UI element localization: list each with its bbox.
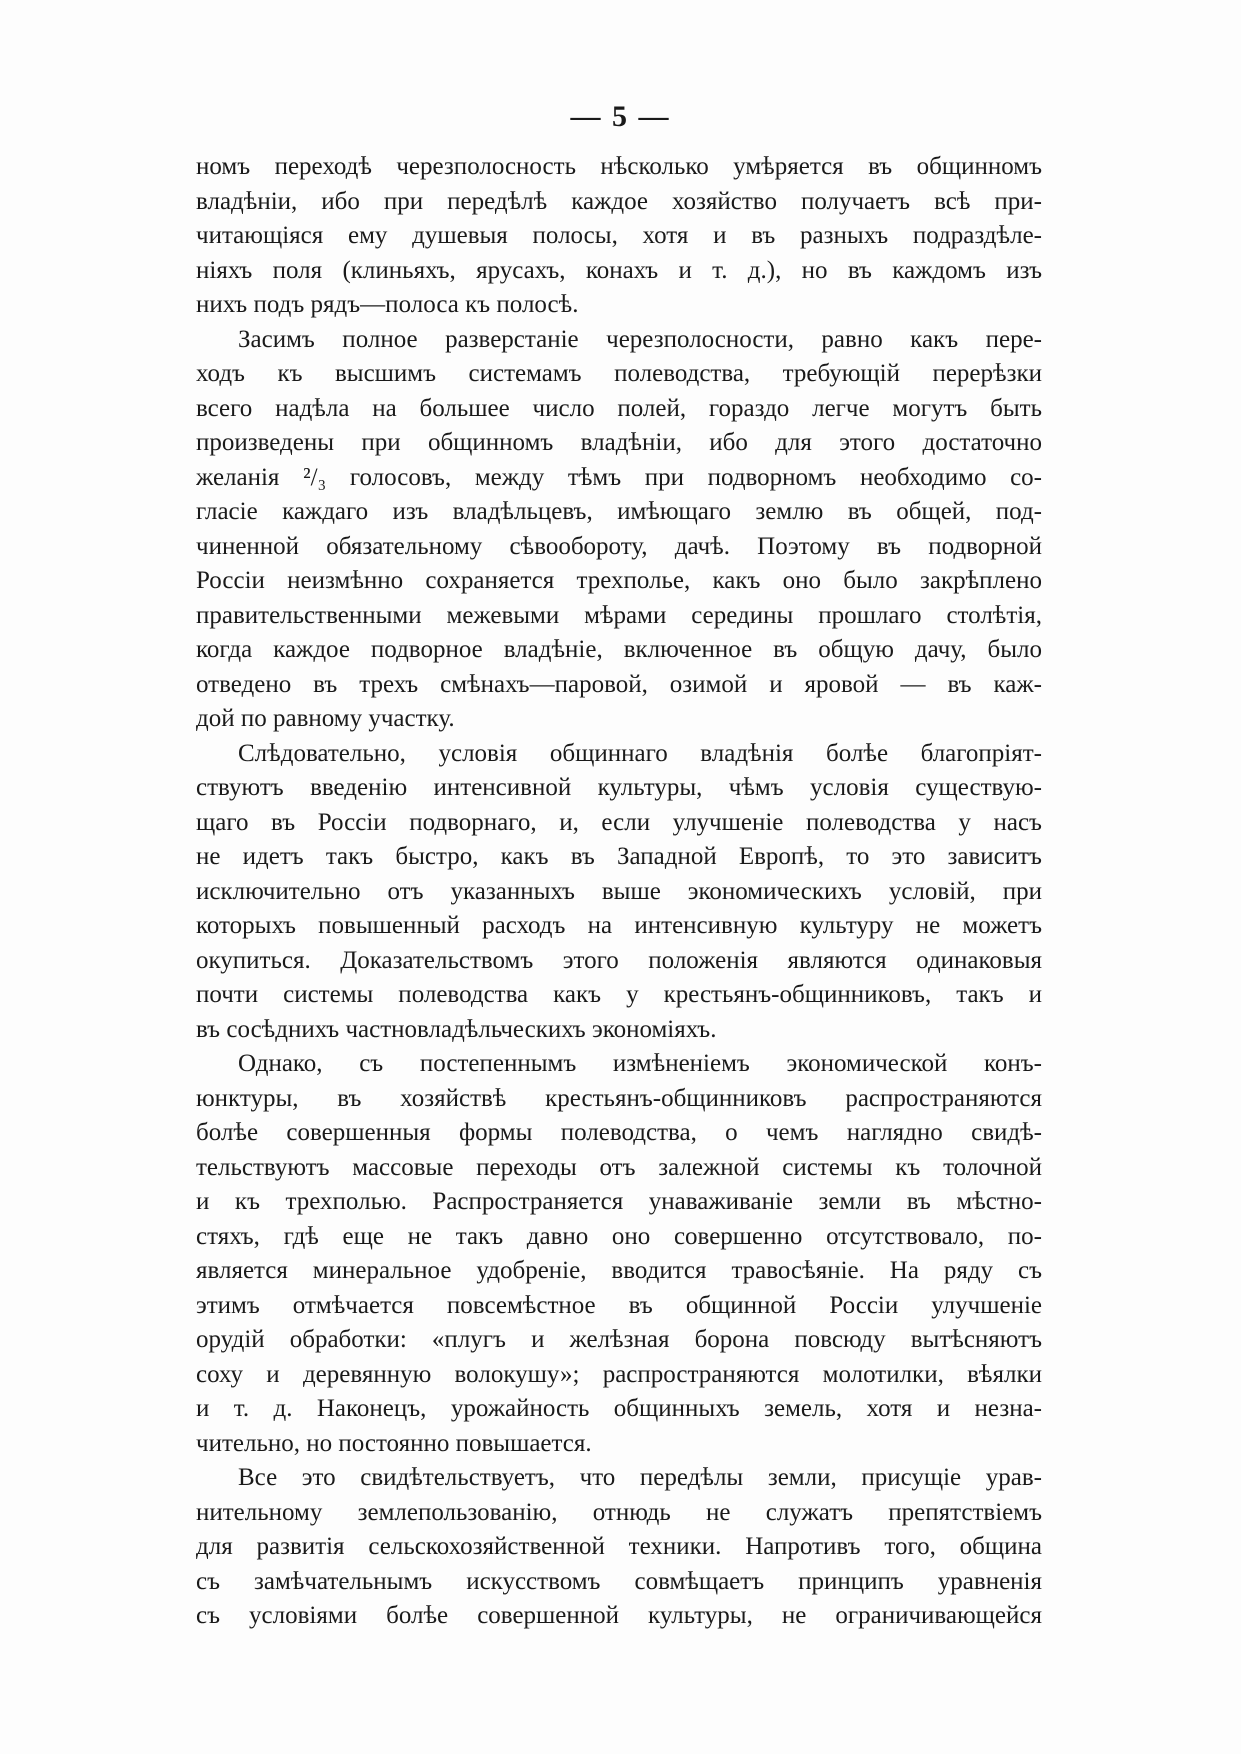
text-line: произведены при общинномъ владѣніи, ибо для этого достаточно [196,429,1042,456]
text-line: тельствуютъ массовые переходы отъ залежной системы къ толочной [196,1153,1042,1181]
text-line: правительственными межевыми мѣрами середины прошлаго столѣтія, [196,601,1042,629]
text-line: дой по равному участку. [196,705,455,732]
text-line: въ сосѣднихъ частновладѣльческихъ экономіяхъ. [196,1015,717,1043]
text-line: чительно, но постоянно повышается. [196,1429,592,1457]
text-line: стяхъ, гдѣ еще не такъ давно оно совершенно отсутствовало, по- [196,1222,1042,1250]
text-line: соху и деревянную волокушу»; распространяются молотилки, вѣялки [196,1360,1042,1388]
text-line: не идетъ такъ быстро, какъ въ Западной Европѣ, то это зависитъ [196,843,1042,870]
text-line: окупиться. Доказательствомъ этого положенія являются одинаковыя [196,946,1042,974]
text-line: орудій обработки: «плугъ и желѣзная борона повсюду вытѣсняютъ [196,1326,1042,1353]
text-line: исключительно отъ указанныхъ выше экономическихъ условій, при [196,877,1042,905]
text-line: этимъ отмѣчается повсемѣстное въ общинной Россіи улучшеніе [196,1291,1042,1319]
text-line: Россіи неизмѣнно сохраняется трехполье, какъ оно было закрѣплено [196,567,1042,594]
text-line: съ замѣчательнымъ искусствомъ совмѣщаетъ принципъ уравненія [196,1567,1042,1595]
text-line: для развитія сельскохозяйственной техники. Напротивъ того, община [196,1533,1042,1560]
text-line: щаго въ Россіи подворнаго, и, если улучшеніе полеводства у насъ [196,808,1042,836]
text-line: и т. д. Наконецъ, урожайность общинныхъ земель, хотя и незна- [196,1395,1042,1422]
text-line: юнктуры, въ хозяйствѣ крестьянъ-общинниковъ распространяются [196,1084,1042,1112]
text-line: которыхъ повышенный расходъ на интенсивную культуру не можетъ [196,912,1042,939]
text-line: ствуютъ введенію интенсивной культуры, чѣмъ условія существую- [196,774,1042,801]
text-line: гласіе каждаго изъ владѣльцевъ, имѣющаго землю въ общей, под- [196,498,1042,525]
text-line: Слѣдовательно, условія общиннаго владѣнія болѣе благопріят- [238,739,1042,767]
text-line: отведено въ трехъ смѣнахъ—паровой, озимой и яровой — въ каж- [196,670,1042,698]
page-number: — 5 — [570,100,671,133]
text-line: Засимъ полное разверстаніе черезполосности, равно какъ пере- [238,325,1042,353]
text-line: читающіяся ему душевыя полосы, хотя и въ разныхъ подраздѣле- [196,222,1042,249]
text-line: нихъ подъ рядъ—полоса къ полосѣ. [196,291,579,318]
text-line: Все это свидѣтельствуетъ, что передѣлы земли, присущіе урав- [238,1464,1042,1491]
text-line: чиненной обязательному сѣвообороту, дачѣ. Поэтому въ подворной [196,532,1042,560]
text-line: болѣе совершенныя формы полеводства, о чемъ наглядно свидѣ- [196,1119,1042,1146]
text-line: почти системы полеводства какъ у крестьянъ-общинниковъ, такъ и [196,981,1042,1008]
text-line: является минеральное удобреніе, вводится травосѣяніе. На ряду съ [196,1257,1042,1284]
text-line: Однако, съ постепеннымъ измѣненіемъ экономической конъ- [238,1050,1042,1077]
text-line: ніяхъ поля (клиньяхъ, ярусахъ, конахъ и т. д.), но въ каждомъ изъ [196,256,1042,284]
text-line: желанія ²/₃ голосовъ, между тѣмъ при подворномъ необходимо со- [196,463,1042,491]
text-line: съ условіями болѣе совершенной культуры, не ограничивающейся [196,1602,1042,1629]
text-line: нительному землепользованію, отнюдь не служатъ препятствіемъ [196,1498,1042,1526]
body-text [196,150,1042,1634]
text-line: всего надѣла на большее число полей, гораздо легче могутъ быть [196,394,1042,422]
text-line: номъ переходѣ черезполосность нѣсколько умѣряется въ общинномъ [196,153,1042,180]
text-line: владѣніи, ибо при передѣлѣ каждое хозяйство получаетъ всѣ при- [196,187,1042,215]
text-line: и къ трехполью. Распространяется унаваживаніе земли въ мѣстно- [196,1188,1042,1215]
text-line: когда каждое подворное владѣніе, включенное въ общую дачу, было [196,636,1042,663]
text-line: ходъ къ высшимъ системамъ полеводства, требующій перерѣзки [196,360,1042,387]
